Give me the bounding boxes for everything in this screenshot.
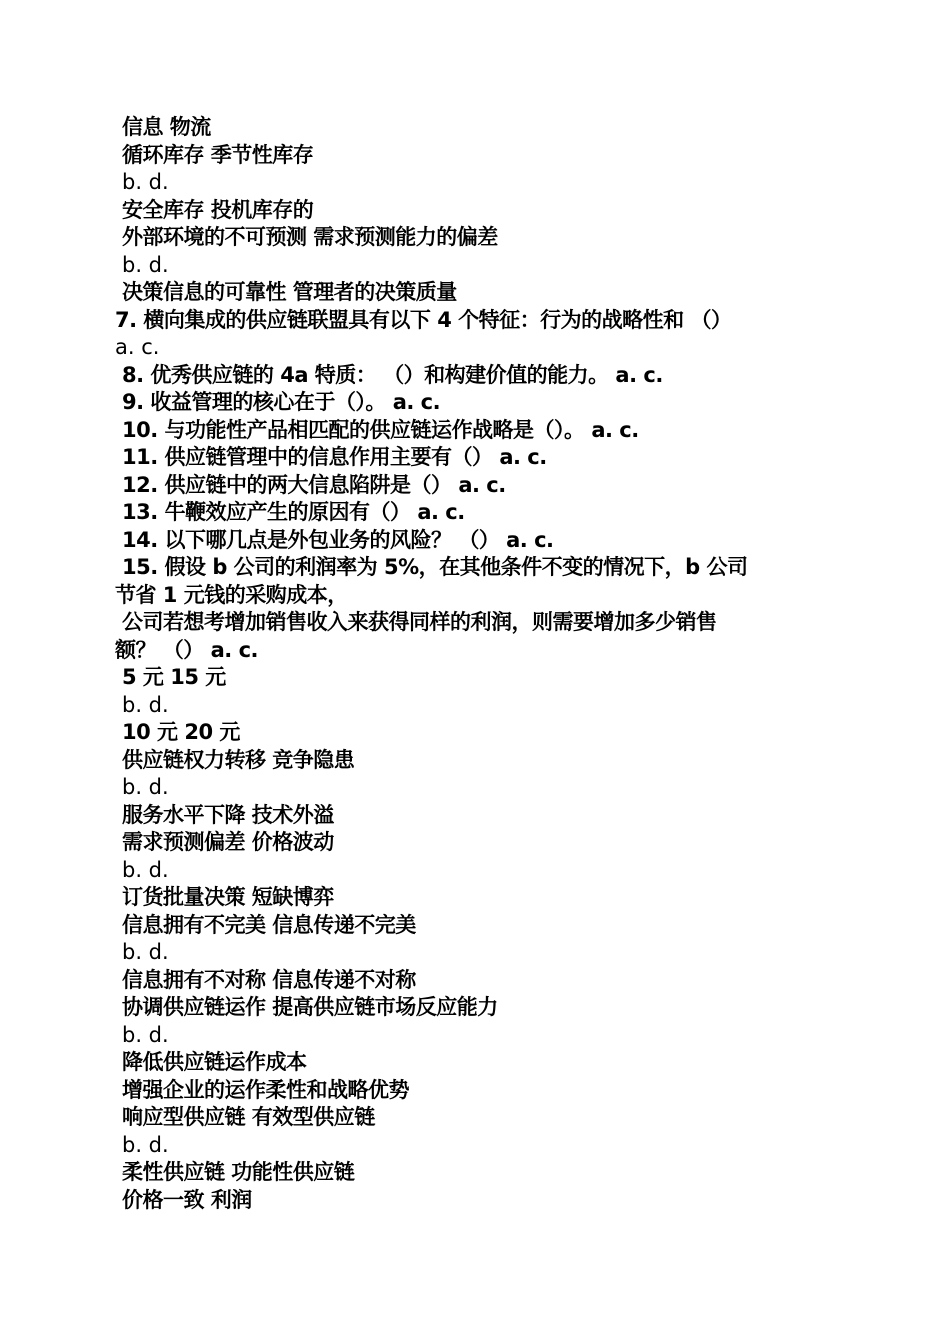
question-13: 13. 牛鞭效应产生的原因有（） a. c. [122,500,465,524]
text-line: 柔性供应链 功能性供应链 [122,1160,355,1184]
text-line: b. d. [122,775,169,799]
text-line: b. d. [122,857,169,882]
text-line: b. d. [122,1022,169,1047]
text-line: 降低供应链运作成本 [122,1050,307,1074]
text-line: 公司若想考增加销售收入来获得同样的利润，则需要增加多少销售 [122,610,717,634]
text-line: 额？ （） a. c. [115,637,259,662]
text-line: 价格一致 利润 [122,1187,252,1212]
text-line: 信息拥有不对称 信息传递不对称 [122,967,416,992]
text-line: 10 元 20 元 [122,720,240,744]
text-line: a. c. [115,335,160,359]
question-10: 10. 与功能性产品相匹配的供应链运作战略是（）。 a. c. [122,417,639,442]
document-page [0,114,950,1214]
question-15: 15. 假设 b 公司的利润率为 5%，在其他条件不变的情况下，b 公司 [122,555,748,579]
text-line: 需求预测偏差 价格波动 [122,830,334,854]
text-line: 5 元 15 元 [122,665,226,689]
question-11: 11. 供应链管理中的信息作用主要有（） a. c. [122,445,547,469]
question-8: 8. 优秀供应链的 4a 特质： （）和构建价值的能力。 a. c. [122,362,663,387]
text-line: 增强企业的运作柔性和战略优势 [122,1077,409,1102]
text-line: 安全库存 投机库存的 [122,197,314,222]
text-line: 响应型供应链 有效型供应链 [122,1105,375,1129]
text-line: 信息 物流 [122,115,211,139]
question-9: 9. 收益管理的核心在于（）。 a. c. [122,390,441,414]
text-line: 信息拥有不完美 信息传递不完美 [122,912,416,937]
text-line: b. d. [122,940,169,964]
text-line: b. d. [122,252,169,277]
text-line: 决策信息的可靠性 管理者的决策质量 [122,280,457,304]
text-line: 循环库存 季节性库存 [122,142,314,167]
text-line: 供应链权力转移 竞争隐患 [122,747,355,772]
text-line: 订货批量决策 短缺博弈 [122,885,334,909]
question-12: 12. 供应链中的两大信息陷阱是（） a. c. [122,472,506,497]
text-line: b. d. [122,692,169,717]
question-14: 14. 以下哪几点是外包业务的风险？ （） a. c. [122,527,554,552]
text-line: b. d. [122,170,169,194]
question-7: 7. 横向集成的供应链联盟具有以下 4 个特征：行为的战略性和 （） [115,307,732,332]
text-line: 服务水平下降 技术外溢 [122,802,334,827]
text-line: 协调供应链运作 提高供应链市场反应能力 [122,995,498,1019]
text-line: 外部环境的不可预测 需求预测能力的偏差 [122,225,498,249]
text-line: 节省 1 元钱的采购成本， [115,582,348,607]
text-line: b. d. [122,1132,169,1157]
